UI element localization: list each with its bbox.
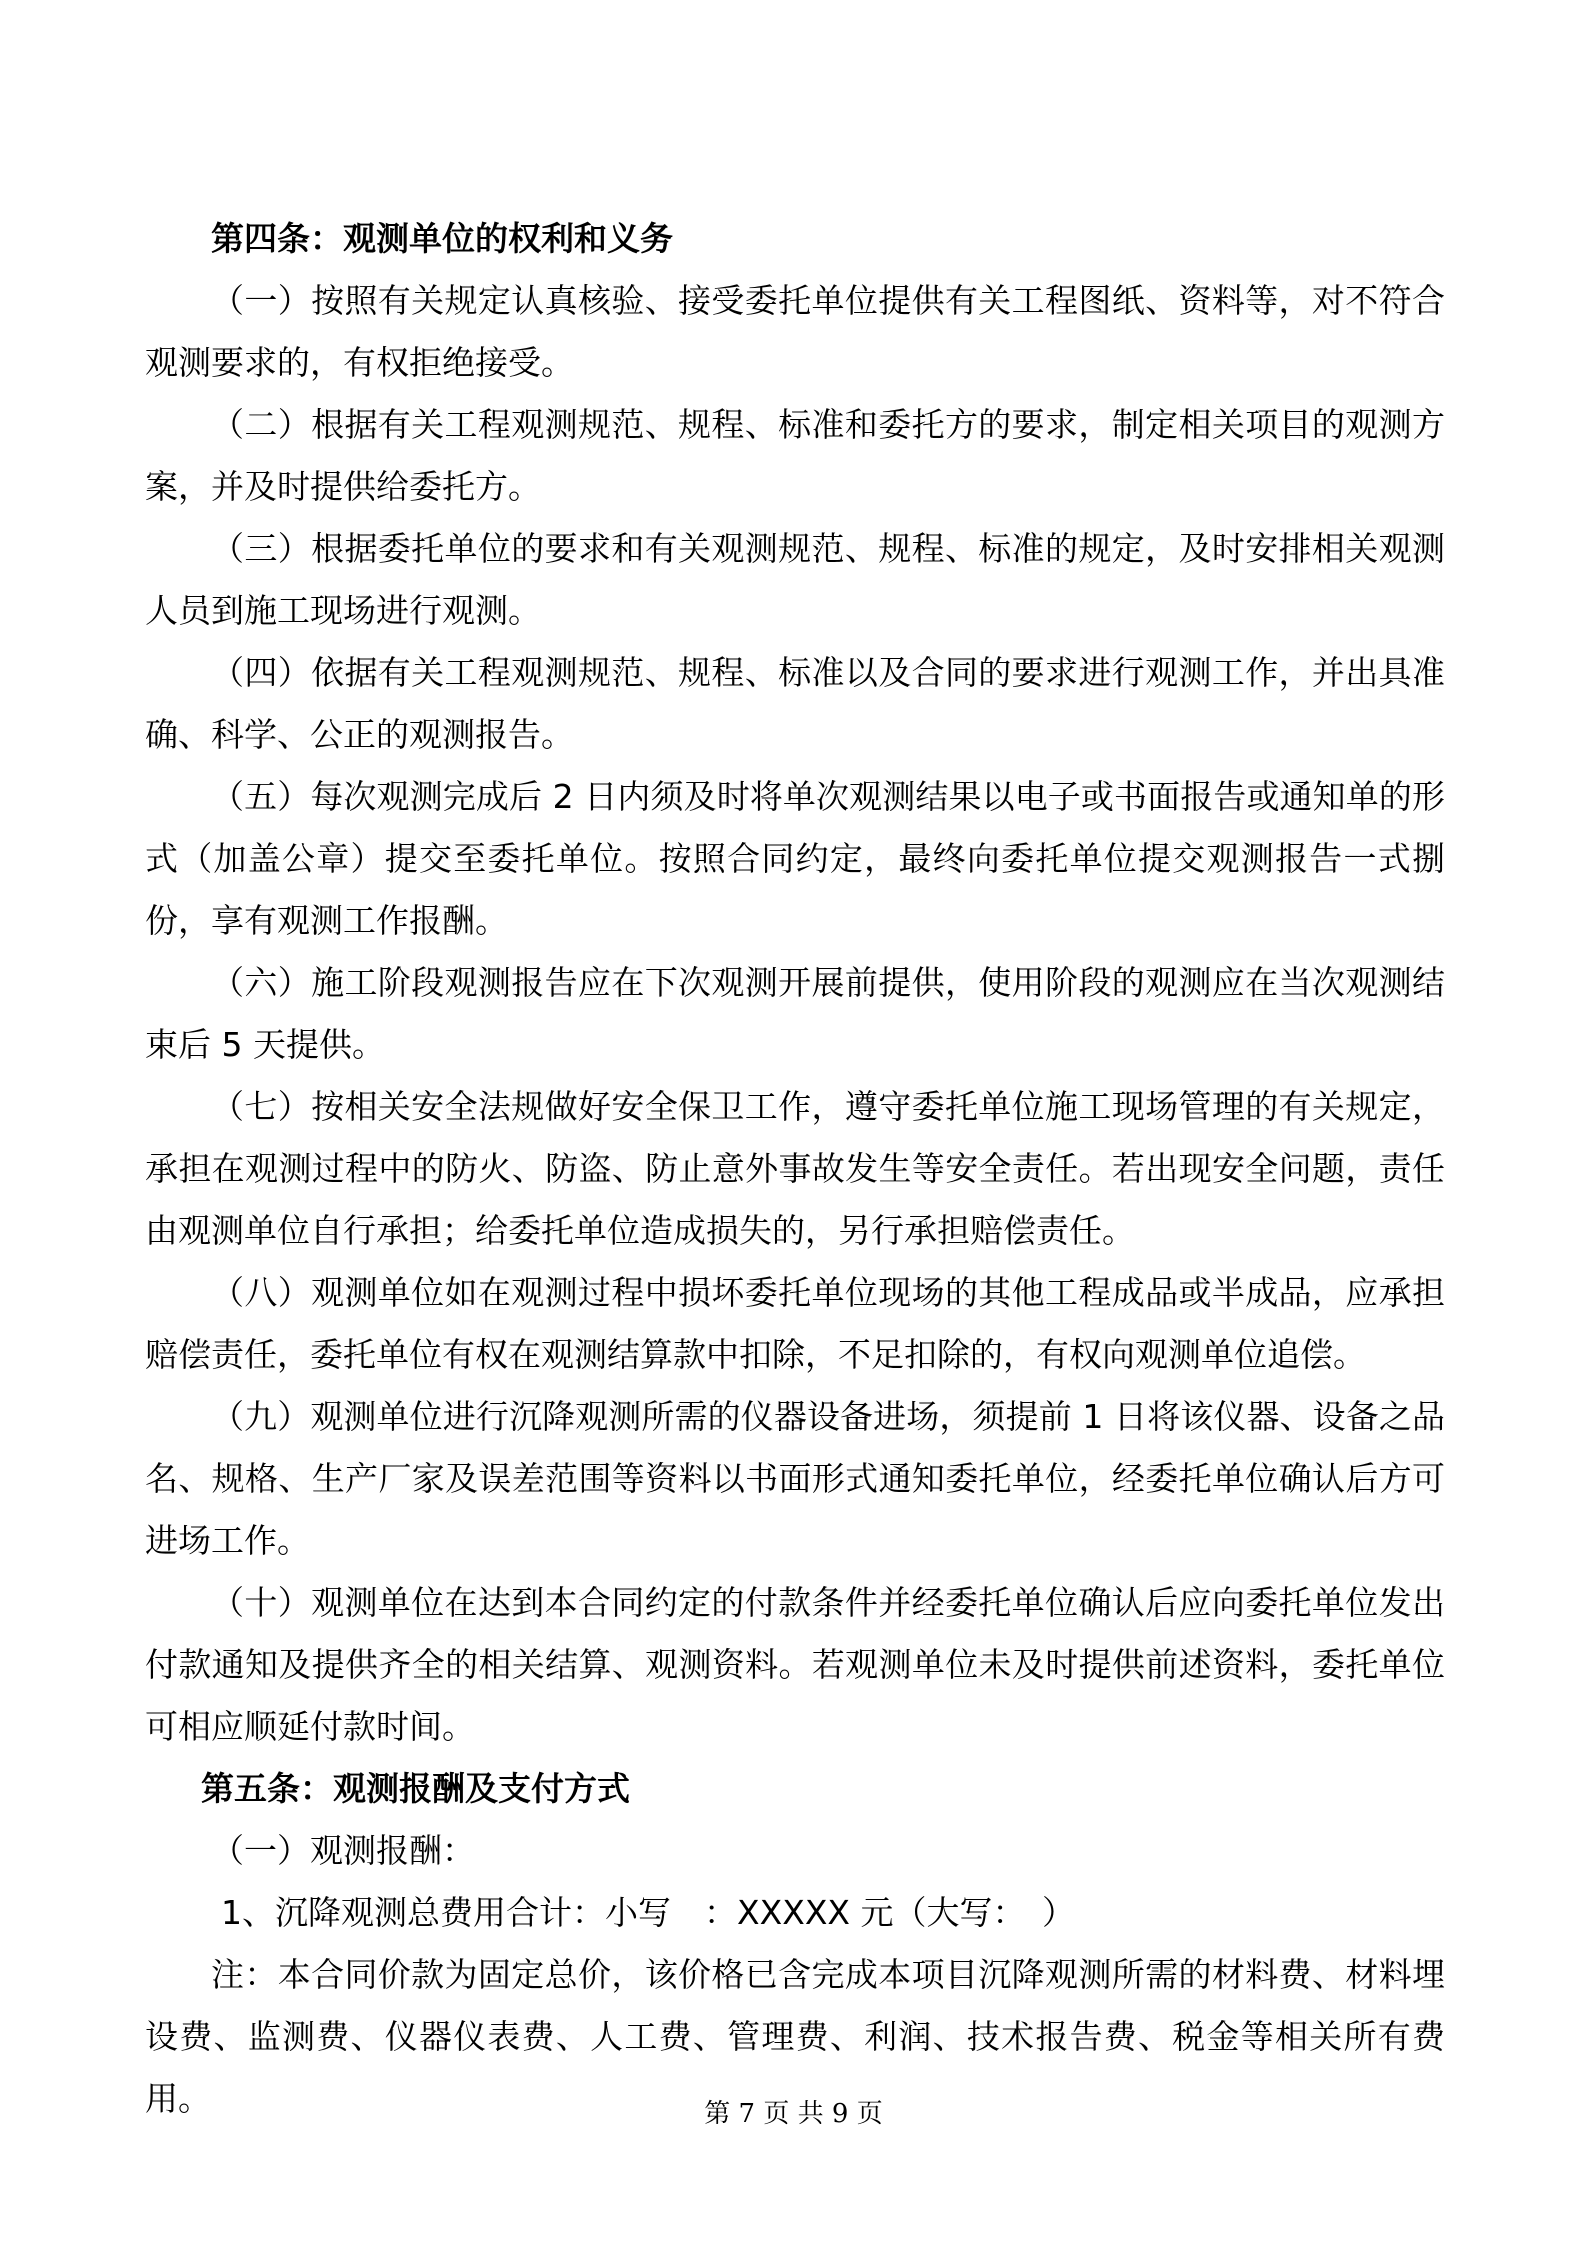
article-4-item-10: （十）观测单位在达到本合同约定的付款条件并经委托单位确认后应向委托单位发出付款通知及提供齐全的相关结算、观测资料。若观测单位未及时提供前述资料，委托单位可相应顺延付款时间。: [145, 1583, 1445, 1746]
article-4-item-9: （九）观测单位进行沉降观测所需的仪器设备进场，须提前 1 日将该仪器、设备之品名、规格、生产厂家及误差范围等资料以书面形式通知委托单位，经委托单位确认后方可进场工作。: [145, 1397, 1445, 1560]
article-4-item-1: （一）按照有关规定认真核验、接受委托单位提供有关工程图纸、资料等，对不符合观测要求的，有权拒绝接受。: [145, 281, 1445, 382]
page-number: 第 7 页 共 9 页: [704, 2099, 883, 2129]
price-note: 注：本合同价款为固定总价，该价格已含完成本项目沉降观测所需的材料费、材料埋设费、监测费、仪器仪表费、人工费、管理费、利润、技术报告费、税金等相关所有费用。: [145, 1955, 1445, 2118]
fee-line: 1、沉降观测总费用合计：小写 ：XXXXX 元（大写： ）: [221, 1893, 1076, 1932]
article-5-subheading: （一）观测报酬：: [211, 1831, 475, 1870]
article-4-item-2: （二）根据有关工程观测规范、规程、标准和委托方的要求，制定相关项目的观测方案，并及时提供给委托方。: [145, 405, 1445, 506]
article-4-item-5: （五）每次观测完成后 2 日内须及时将单次观测结果以电子或书面报告或通知单的形式（加盖公章）提交至委托单位。按照合同约定，最终向委托单位提交观测报告一式捌份，享有观测工作报酬。: [145, 777, 1445, 940]
article-4-item-7: （七）按相关安全法规做好安全保卫工作，遵守委托单位施工现场管理的有关规定，承担在观测过程中的防火、防盗、防止意外事故发生等安全责任。若出现安全问题，责任由观测单位自行承担；给委托单位造成损失的，另行承担赔偿责任。: [145, 1087, 1445, 1250]
article-4-item-8: （八）观测单位如在观测过程中损坏委托单位现场的其他工程成品或半成品，应承担赔偿责任，委托单位有权在观测结算款中扣除，不足扣除的，有权向观测单位追偿。: [145, 1273, 1445, 1374]
article-4-item-3: （三）根据委托单位的要求和有关观测规范、规程、标准的规定，及时安排相关观测人员到施工现场进行观测。: [145, 529, 1445, 630]
contract-body: [145, 208, 1445, 2130]
article-4-item-4: （四）依据有关工程观测规范、规程、标准以及合同的要求进行观测工作，并出具准确、科学、公正的观测报告。: [145, 653, 1445, 754]
article-4-heading: 第四条：观测单位的权利和义务: [211, 219, 673, 258]
article-4-item-6: （六）施工阶段观测报告应在下次观测开展前提供，使用阶段的观测应在当次观测结束后 5 天提供。: [145, 963, 1445, 1064]
article-5-heading: 第五条：观测报酬及支付方式: [201, 1769, 630, 1808]
